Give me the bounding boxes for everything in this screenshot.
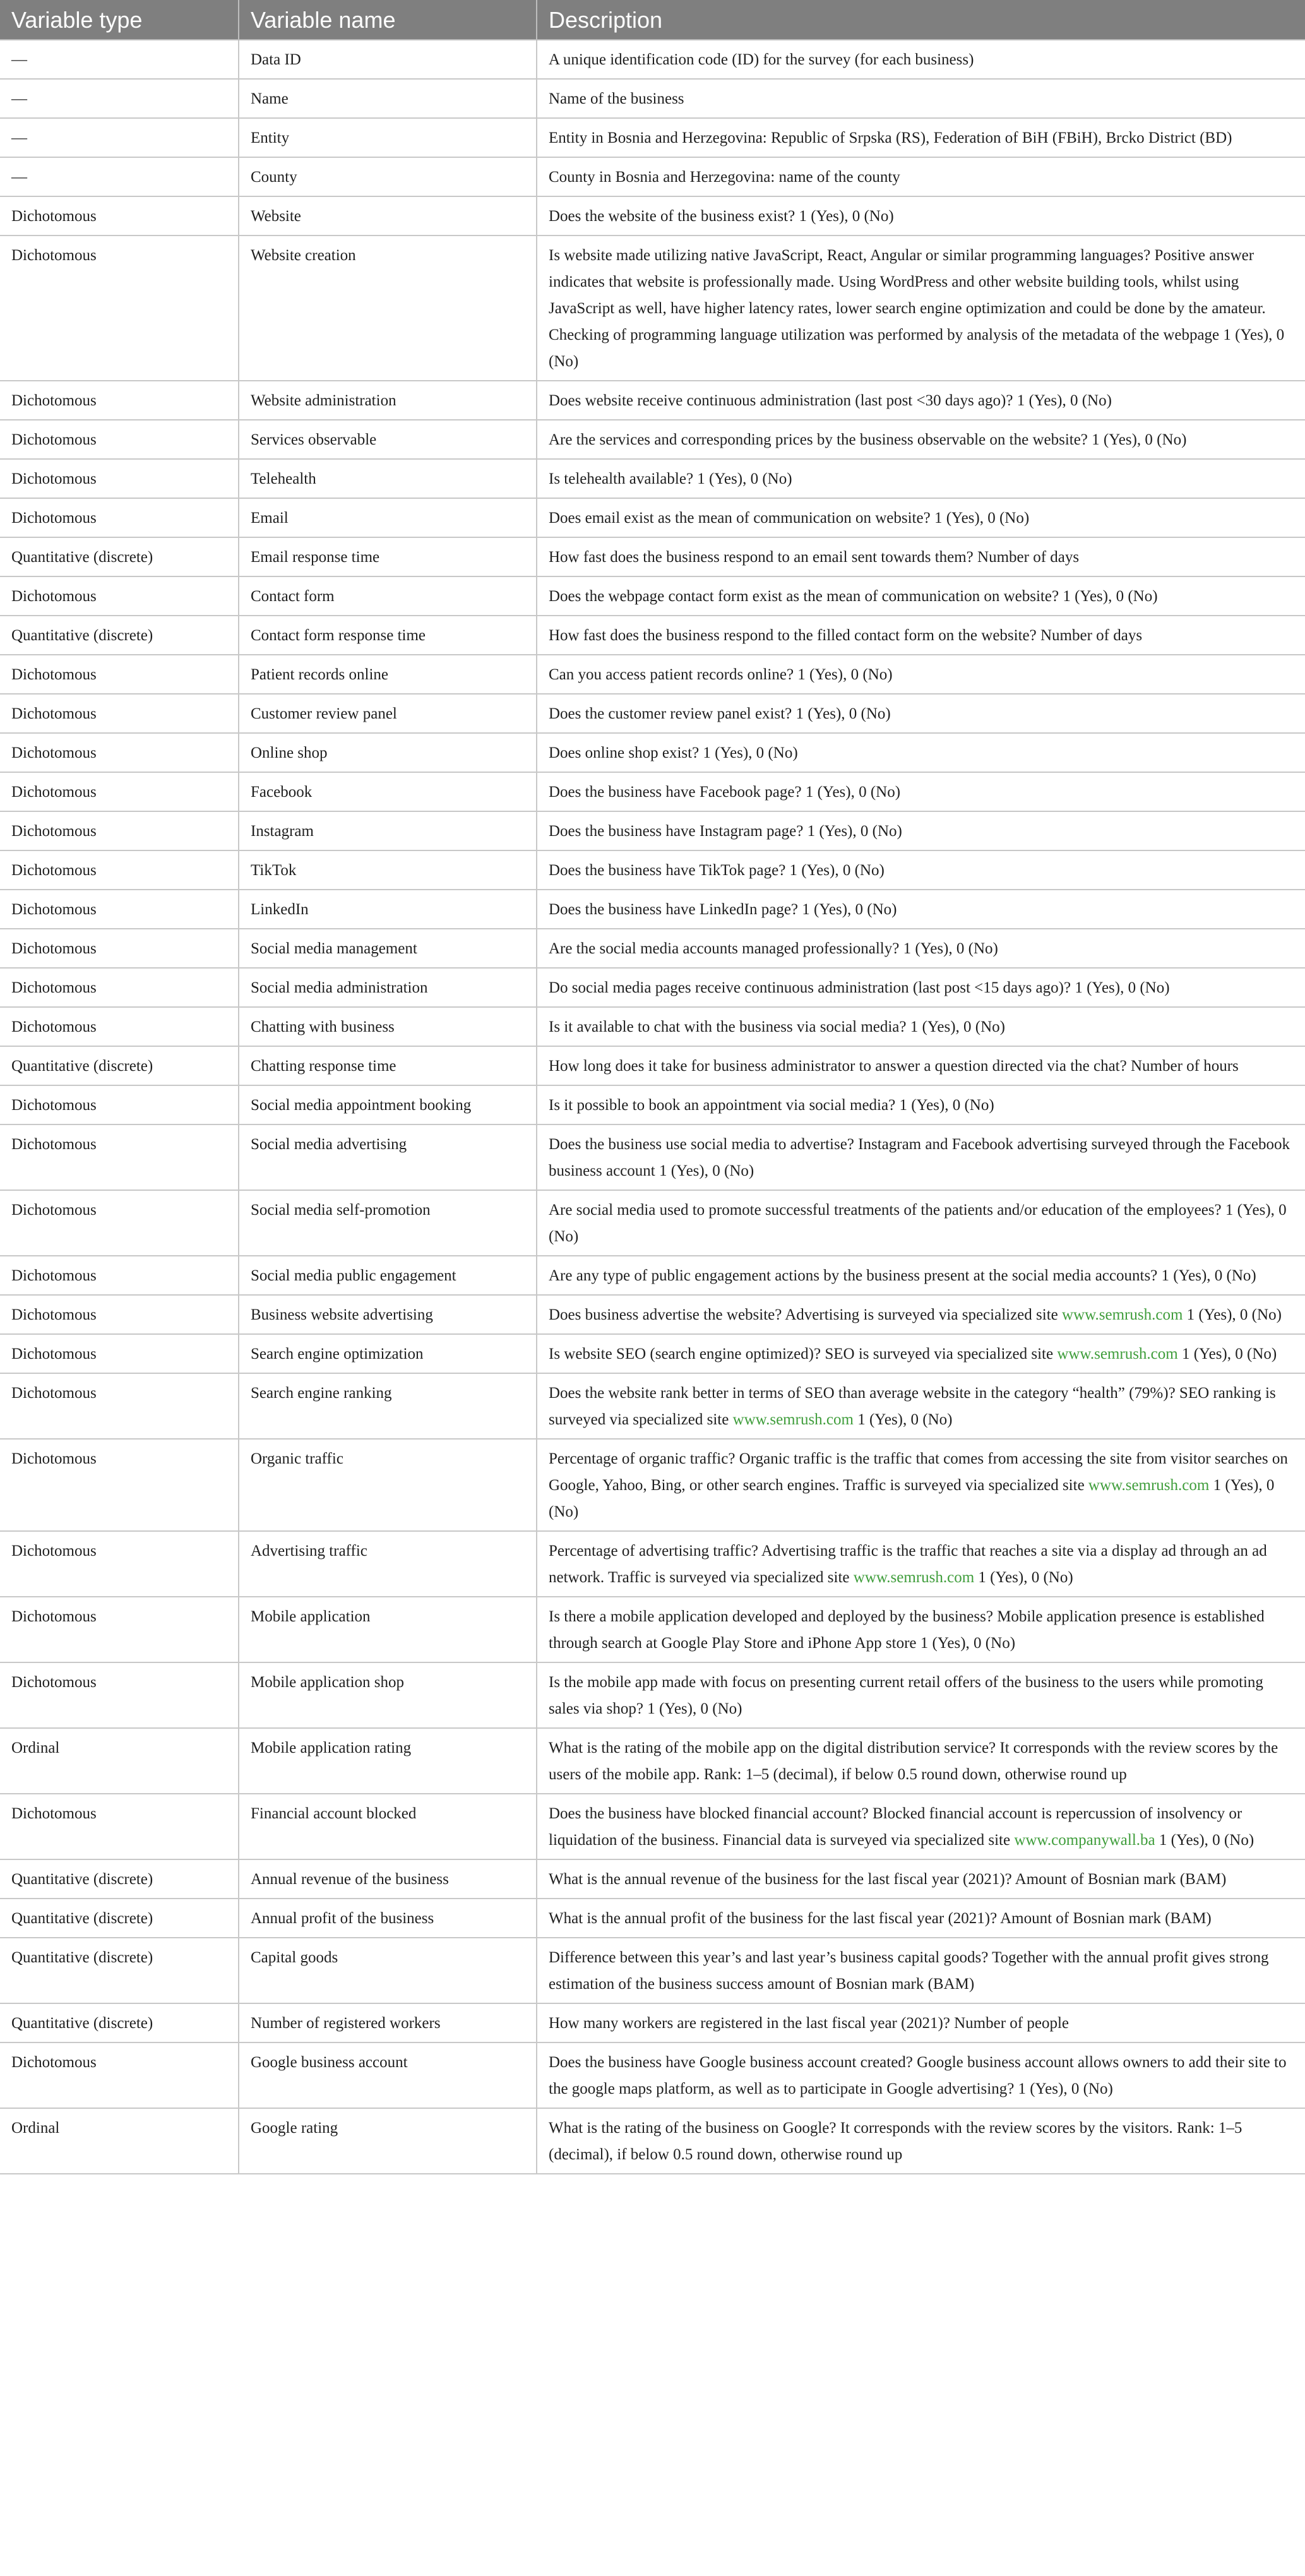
description-cell bbox=[537, 459, 1305, 498]
variable-name-cell: Online shop bbox=[239, 733, 537, 772]
table-row bbox=[0, 772, 1305, 811]
variable-name-cell: Social media public engagement bbox=[239, 1256, 537, 1295]
description-cell bbox=[537, 196, 1305, 236]
description-text: 1 (Yes), 0 (No) bbox=[1183, 1306, 1282, 1324]
description-cell bbox=[537, 1439, 1305, 1531]
variable-name-cell: Number of registered workers bbox=[239, 2003, 537, 2042]
table-row bbox=[0, 616, 1305, 655]
variable-name-cell: Annual profit of the business bbox=[239, 1899, 537, 1938]
variable-type-cell: Dichotomous bbox=[0, 968, 239, 1007]
description-text: Is the mobile app made with focus on presenting current retail offers of the business to the users while promoting sales via shop? 1 (Yes), 0 (No) bbox=[549, 1674, 1263, 1718]
variable-type-cell: Dichotomous bbox=[0, 2042, 239, 2108]
description-text: Does business advertise the website? Advertising is surveyed via specialized site bbox=[549, 1306, 1062, 1324]
variable-name-cell: Business website advertising bbox=[239, 1295, 537, 1334]
variable-type-cell: Dichotomous bbox=[0, 1085, 239, 1124]
description-text: Does the business use social media to advertise? Instagram and Facebook advertising surveyed through the Facebook business account 1 (Yes), 0 (No) bbox=[549, 1136, 1290, 1180]
header-description: Description bbox=[537, 0, 1305, 40]
variable-type-cell: Quantitative (discrete) bbox=[0, 1899, 239, 1938]
description-cell bbox=[537, 850, 1305, 890]
description-cell bbox=[537, 1124, 1305, 1190]
description-cell bbox=[537, 498, 1305, 537]
description-text: How many workers are registered in the last fiscal year (2021)? Number of people bbox=[549, 2015, 1069, 2032]
table-row bbox=[0, 196, 1305, 236]
variable-name-cell: Website creation bbox=[239, 236, 537, 381]
website-link[interactable]: www.semrush.com bbox=[1088, 1477, 1210, 1494]
description-text: County in Bosnia and Herzegovina: name of the county bbox=[549, 169, 900, 186]
description-text: What is the annual revenue of the business for the last fiscal year (2021)? Amount of Bosnian mark (BAM) bbox=[549, 1871, 1227, 1888]
description-cell bbox=[537, 118, 1305, 157]
description-text: What is the annual profit of the business for the last fiscal year (2021)? Amount of Bosnian mark (BAM) bbox=[549, 1910, 1212, 1928]
variable-type-cell: Quantitative (discrete) bbox=[0, 616, 239, 655]
variable-type-cell: — bbox=[0, 157, 239, 196]
table-row bbox=[0, 1439, 1305, 1531]
variable-type-cell: Dichotomous bbox=[0, 1124, 239, 1190]
description-text: How fast does the business respond to the filled contact form on the website? Number of days bbox=[549, 627, 1143, 645]
variable-type-cell: Dichotomous bbox=[0, 420, 239, 459]
variable-type-cell: Dichotomous bbox=[0, 655, 239, 694]
variable-type-cell: Dichotomous bbox=[0, 576, 239, 616]
description-cell bbox=[537, 1728, 1305, 1794]
table-row bbox=[0, 694, 1305, 733]
description-cell bbox=[537, 2108, 1305, 2174]
description-cell bbox=[537, 381, 1305, 420]
description-text: Is website made utilizing native JavaScript, React, Angular or similar programming languages? Positive answer indicates that website is professionally made. Using WordPress and other website building tools, whilst using JavaScript as well, have higher latency rates, lower search engine optimization and could be done by the amateur. Checking of programming language utilization was performed by analysis of the metadata of the webpage 1 (Yes), 0 (No) bbox=[549, 247, 1285, 371]
description-cell bbox=[537, 1256, 1305, 1295]
variable-name-cell: Customer review panel bbox=[239, 694, 537, 733]
variable-type-cell: Dichotomous bbox=[0, 1531, 239, 1597]
description-text: How long does it take for business administrator to answer a question directed via the chat? Number of hours bbox=[549, 1058, 1239, 1075]
variable-type-cell: Dichotomous bbox=[0, 196, 239, 236]
table-row bbox=[0, 1373, 1305, 1439]
description-cell bbox=[537, 1295, 1305, 1334]
variable-type-cell: Quantitative (discrete) bbox=[0, 1938, 239, 2003]
table-row bbox=[0, 1662, 1305, 1728]
table-row bbox=[0, 733, 1305, 772]
table-row bbox=[0, 576, 1305, 616]
description-cell bbox=[537, 1794, 1305, 1859]
variable-type-cell: Dichotomous bbox=[0, 1334, 239, 1373]
description-cell bbox=[537, 576, 1305, 616]
description-text: Does the business have TikTok page? 1 (Yes), 0 (No) bbox=[549, 862, 885, 880]
description-cell bbox=[537, 1938, 1305, 2003]
description-cell bbox=[537, 40, 1305, 79]
variable-type-cell: Quantitative (discrete) bbox=[0, 1046, 239, 1085]
variable-name-cell: Contact form response time bbox=[239, 616, 537, 655]
variable-name-cell: Annual revenue of the business bbox=[239, 1859, 537, 1899]
description-text: A unique identification code (ID) for the survey (for each business) bbox=[549, 51, 974, 69]
description-text: Does the customer review panel exist? 1 (Yes), 0 (No) bbox=[549, 705, 891, 723]
website-link[interactable]: www.semrush.com bbox=[1057, 1345, 1178, 1363]
variable-name-cell: Search engine ranking bbox=[239, 1373, 537, 1439]
variable-name-cell: Mobile application bbox=[239, 1597, 537, 1662]
website-link[interactable]: www.semrush.com bbox=[1062, 1306, 1183, 1324]
table-row bbox=[0, 2042, 1305, 2108]
description-text: 1 (Yes), 0 (No) bbox=[1155, 1832, 1254, 1849]
variable-name-cell: Google rating bbox=[239, 2108, 537, 2174]
description-cell bbox=[537, 1597, 1305, 1662]
variable-type-cell: Dichotomous bbox=[0, 1256, 239, 1295]
table-row bbox=[0, 929, 1305, 968]
table-row bbox=[0, 79, 1305, 118]
description-text: Do social media pages receive continuous administration (last post <15 days ago)? 1 (Yes), 0 (No) bbox=[549, 979, 1170, 997]
variable-name-cell: Social media management bbox=[239, 929, 537, 968]
table-row bbox=[0, 1334, 1305, 1373]
table-row bbox=[0, 459, 1305, 498]
description-cell bbox=[537, 968, 1305, 1007]
description-cell bbox=[537, 236, 1305, 381]
description-text: Does the business have LinkedIn page? 1 (Yes), 0 (No) bbox=[549, 901, 897, 919]
table-row bbox=[0, 1794, 1305, 1859]
variable-name-cell: Capital goods bbox=[239, 1938, 537, 2003]
variable-type-cell: Dichotomous bbox=[0, 236, 239, 381]
variable-name-cell: Facebook bbox=[239, 772, 537, 811]
description-text: Is it possible to book an appointment via social media? 1 (Yes), 0 (No) bbox=[549, 1097, 994, 1114]
description-text: Name of the business bbox=[549, 90, 684, 108]
website-link[interactable]: www.semrush.com bbox=[853, 1569, 975, 1587]
table-row bbox=[0, 498, 1305, 537]
variable-type-cell: Dichotomous bbox=[0, 733, 239, 772]
table-row bbox=[0, 1256, 1305, 1295]
variable-type-cell: Dichotomous bbox=[0, 1373, 239, 1439]
description-cell bbox=[537, 929, 1305, 968]
description-cell bbox=[537, 616, 1305, 655]
variable-name-cell: TikTok bbox=[239, 850, 537, 890]
description-cell bbox=[537, 655, 1305, 694]
variable-type-cell: — bbox=[0, 79, 239, 118]
table-row bbox=[0, 1531, 1305, 1597]
table-row bbox=[0, 2108, 1305, 2174]
description-text: Is telehealth available? 1 (Yes), 0 (No) bbox=[549, 470, 792, 488]
description-text: Are social media used to promote successful treatments of the patients and/or education of the employees? 1 (Yes), 0 (No) bbox=[549, 1202, 1287, 1246]
variable-type-cell: Dichotomous bbox=[0, 459, 239, 498]
description-text: What is the rating of the mobile app on the digital distribution service? It corresponds with the review scores by the users of the mobile app. Rank: 1–5 (decimal), if below 0.5 round down, otherwise round up bbox=[549, 1739, 1278, 1784]
table-row bbox=[0, 850, 1305, 890]
table-row bbox=[0, 420, 1305, 459]
description-cell bbox=[537, 733, 1305, 772]
variable-type-cell: Dichotomous bbox=[0, 1439, 239, 1531]
variable-type-cell: Dichotomous bbox=[0, 929, 239, 968]
table-row bbox=[0, 40, 1305, 79]
description-cell bbox=[537, 537, 1305, 576]
variable-name-cell: Name bbox=[239, 79, 537, 118]
variable-type-cell: Quantitative (discrete) bbox=[0, 537, 239, 576]
variable-type-cell: Dichotomous bbox=[0, 811, 239, 850]
table-row bbox=[0, 1938, 1305, 2003]
description-cell bbox=[537, 1373, 1305, 1439]
description-cell bbox=[537, 1899, 1305, 1938]
table-row bbox=[0, 968, 1305, 1007]
table-row bbox=[0, 118, 1305, 157]
description-cell bbox=[537, 1190, 1305, 1256]
table-row bbox=[0, 1859, 1305, 1899]
table-row bbox=[0, 1295, 1305, 1334]
website-link[interactable]: www.semrush.com bbox=[732, 1411, 854, 1429]
description-text: Percentage of organic traffic? Organic traffic is the traffic that comes from accessing the site from visitor searches on Google, Yahoo, Bing, or other search engines. Traffic is surveyed via specialized site bbox=[549, 1450, 1288, 1494]
table-row bbox=[0, 1007, 1305, 1046]
description-cell bbox=[537, 694, 1305, 733]
variable-type-cell: Dichotomous bbox=[0, 772, 239, 811]
variable-name-cell: Mobile application rating bbox=[239, 1728, 537, 1794]
description-cell bbox=[537, 772, 1305, 811]
variable-type-cell: Ordinal bbox=[0, 2108, 239, 2174]
table-row bbox=[0, 1728, 1305, 1794]
table-row bbox=[0, 2003, 1305, 2042]
variable-name-cell: Patient records online bbox=[239, 655, 537, 694]
variable-type-cell: Dichotomous bbox=[0, 1597, 239, 1662]
description-cell bbox=[537, 79, 1305, 118]
table-row bbox=[0, 890, 1305, 929]
table-body bbox=[0, 40, 1305, 2174]
description-cell bbox=[537, 1007, 1305, 1046]
variable-type-cell: Dichotomous bbox=[0, 890, 239, 929]
variable-type-cell: Dichotomous bbox=[0, 694, 239, 733]
variable-name-cell: Social media appointment booking bbox=[239, 1085, 537, 1124]
table-row bbox=[0, 811, 1305, 850]
table-row bbox=[0, 1046, 1305, 1085]
description-cell bbox=[537, 2003, 1305, 2042]
variable-type-cell: Dichotomous bbox=[0, 1190, 239, 1256]
description-cell bbox=[537, 2042, 1305, 2108]
description-cell bbox=[537, 1531, 1305, 1597]
table-row bbox=[0, 1085, 1305, 1124]
variable-name-cell: Instagram bbox=[239, 811, 537, 850]
description-cell bbox=[537, 1662, 1305, 1728]
description-text: Entity in Bosnia and Herzegovina: Republic of Srpska (RS), Federation of BiH (FBiH), Brcko District (BD) bbox=[549, 129, 1232, 147]
variable-type-cell: — bbox=[0, 40, 239, 79]
variable-name-cell: Chatting response time bbox=[239, 1046, 537, 1085]
description-text: Are the services and corresponding prices by the business observable on the website? 1 (Yes), 0 (No) bbox=[549, 431, 1187, 449]
description-text: How fast does the business respond to an email sent towards them? Number of days bbox=[549, 549, 1080, 566]
description-text: 1 (Yes), 0 (No) bbox=[853, 1411, 953, 1429]
description-text: What is the rating of the business on Google? It corresponds with the review scores by the visitors. Rank: 1–5 (decimal), if below 0.5 round down, otherwise round up bbox=[549, 2120, 1242, 2164]
description-text: Does the business have Facebook page? 1 (Yes), 0 (No) bbox=[549, 784, 901, 801]
website-link[interactable]: www.companywall.ba bbox=[1014, 1832, 1155, 1849]
variable-name-cell: Email response time bbox=[239, 537, 537, 576]
description-text: Difference between this year’s and last year’s business capital goods? Together with the annual profit gives strong estimation of the business success amount of Bosnian mark (BAM) bbox=[549, 1949, 1269, 1993]
description-cell bbox=[537, 890, 1305, 929]
table-row bbox=[0, 1124, 1305, 1190]
description-text: 1 (Yes), 0 (No) bbox=[549, 1477, 1275, 1521]
header-variable-name: Variable name bbox=[239, 0, 537, 40]
description-cell bbox=[537, 157, 1305, 196]
variable-name-cell: Organic traffic bbox=[239, 1439, 537, 1531]
variable-name-cell: Advertising traffic bbox=[239, 1531, 537, 1597]
description-cell bbox=[537, 1046, 1305, 1085]
variable-name-cell: Social media advertising bbox=[239, 1124, 537, 1190]
variable-name-cell: Data ID bbox=[239, 40, 537, 79]
description-text: Does the business have Google business account created? Google business account allows owners to add their site to the google maps platform, as well as to participate in Google advertising? 1 (Yes), 0 (No) bbox=[549, 2054, 1287, 2098]
variable-name-cell: Email bbox=[239, 498, 537, 537]
description-text: Does the website of the business exist? 1 (Yes), 0 (No) bbox=[549, 208, 894, 225]
description-text: 1 (Yes), 0 (No) bbox=[1177, 1345, 1277, 1363]
variable-name-cell: Telehealth bbox=[239, 459, 537, 498]
description-text: Are the social media accounts managed professionally? 1 (Yes), 0 (No) bbox=[549, 940, 998, 958]
description-text: Does the business have blocked financial account? Blocked financial account is repercussion of insolvency or liquidation of the business. Financial data is surveyed via specialized site bbox=[549, 1805, 1242, 1849]
variable-name-cell: Website administration bbox=[239, 381, 537, 420]
description-text: Does the business have Instagram page? 1 (Yes), 0 (No) bbox=[549, 823, 902, 840]
variable-type-cell: Quantitative (discrete) bbox=[0, 1859, 239, 1899]
description-text: Does email exist as the mean of communication on website? 1 (Yes), 0 (No) bbox=[549, 510, 1030, 527]
table-row bbox=[0, 381, 1305, 420]
description-text: Is website SEO (search engine optimized)? SEO is surveyed via specialized site bbox=[549, 1345, 1058, 1363]
description-cell bbox=[537, 420, 1305, 459]
variable-type-cell: Dichotomous bbox=[0, 1662, 239, 1728]
table-row bbox=[0, 157, 1305, 196]
table-row bbox=[0, 537, 1305, 576]
table-row bbox=[0, 236, 1305, 381]
description-text: Is there a mobile application developed and deployed by the business? Mobile application presence is established through search at Google Play Store and iPhone App store 1 (Yes), 0 (No) bbox=[549, 1608, 1265, 1652]
variable-name-cell: LinkedIn bbox=[239, 890, 537, 929]
description-text: Is it available to chat with the business via social media? 1 (Yes), 0 (No) bbox=[549, 1018, 1005, 1036]
variable-type-cell: — bbox=[0, 118, 239, 157]
description-text: Does website receive continuous administration (last post <30 days ago)? 1 (Yes), 0 (No) bbox=[549, 392, 1112, 410]
variable-type-cell: Quantitative (discrete) bbox=[0, 2003, 239, 2042]
description-text: Percentage of advertising traffic? Advertising traffic is the traffic that reaches a site via a display ad through an ad network. Traffic is surveyed via specialized site bbox=[549, 1542, 1267, 1587]
table-row bbox=[0, 1899, 1305, 1938]
variable-name-cell: Services observable bbox=[239, 420, 537, 459]
table-row bbox=[0, 1190, 1305, 1256]
variable-type-cell: Dichotomous bbox=[0, 1794, 239, 1859]
variable-name-cell: Financial account blocked bbox=[239, 1794, 537, 1859]
header-variable-type: Variable type bbox=[0, 0, 239, 40]
variable-name-cell: Chatting with business bbox=[239, 1007, 537, 1046]
description-cell bbox=[537, 1334, 1305, 1373]
description-text: Are any type of public engagement actions by the business present at the social media accounts? 1 (Yes), 0 (No) bbox=[549, 1267, 1256, 1285]
table-header bbox=[0, 0, 1305, 40]
description-text: Does the website rank better in terms of SEO than average website in the category “health” (79%)? SEO ranking is surveyed via specialized site bbox=[549, 1385, 1276, 1429]
variable-name-cell: Social media administration bbox=[239, 968, 537, 1007]
variable-type-cell: Dichotomous bbox=[0, 1295, 239, 1334]
variable-type-cell: Dichotomous bbox=[0, 850, 239, 890]
description-cell bbox=[537, 1859, 1305, 1899]
variable-name-cell: Social media self-promotion bbox=[239, 1190, 537, 1256]
table-row bbox=[0, 655, 1305, 694]
description-text: Does online shop exist? 1 (Yes), 0 (No) bbox=[549, 744, 798, 762]
variable-name-cell: Entity bbox=[239, 118, 537, 157]
variable-name-cell: County bbox=[239, 157, 537, 196]
variable-name-cell: Website bbox=[239, 196, 537, 236]
variable-type-cell: Dichotomous bbox=[0, 381, 239, 420]
description-text: 1 (Yes), 0 (No) bbox=[974, 1569, 1073, 1587]
header-row bbox=[0, 0, 1305, 40]
description-text: Does the webpage contact form exist as the mean of communication on website? 1 (Yes), 0 (No) bbox=[549, 588, 1158, 605]
variable-type-cell: Dichotomous bbox=[0, 498, 239, 537]
variable-name-cell: Search engine optimization bbox=[239, 1334, 537, 1373]
description-cell bbox=[537, 1085, 1305, 1124]
variable-type-cell: Ordinal bbox=[0, 1728, 239, 1794]
description-text: Can you access patient records online? 1 (Yes), 0 (No) bbox=[549, 666, 893, 684]
variable-name-cell: Google business account bbox=[239, 2042, 537, 2108]
description-cell bbox=[537, 811, 1305, 850]
variable-type-cell: Dichotomous bbox=[0, 1007, 239, 1046]
table-row bbox=[0, 1597, 1305, 1662]
variable-name-cell: Mobile application shop bbox=[239, 1662, 537, 1728]
variable-name-cell: Contact form bbox=[239, 576, 537, 616]
